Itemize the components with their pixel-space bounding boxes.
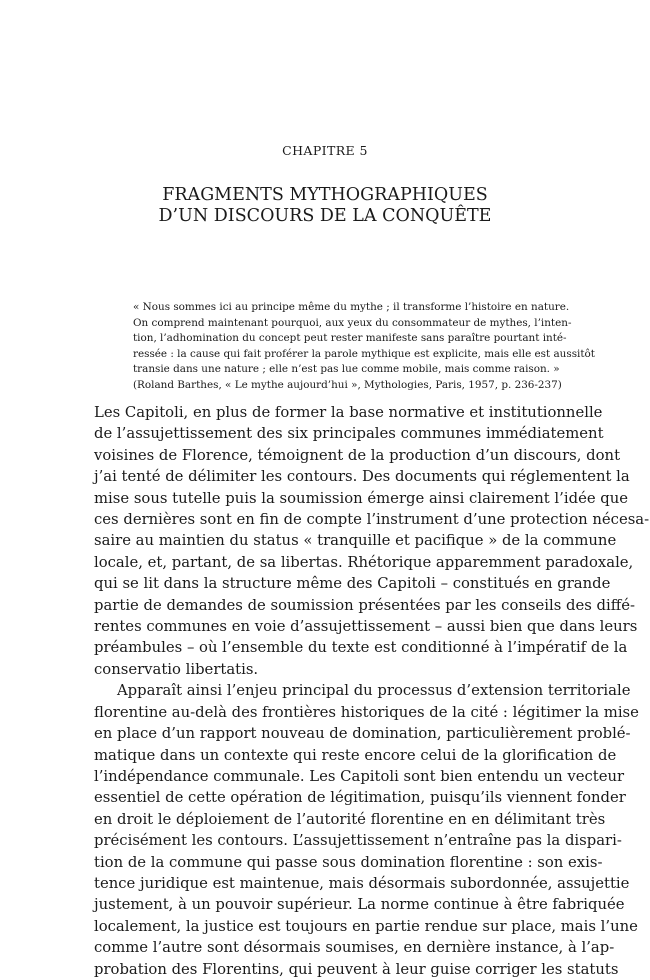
chapter-title-line: D’UN DISCOURS DE LA CONQUÊTE xyxy=(158,206,492,226)
epigraph-line: « Nous sommes ici au principe même du mythe ; il transforme l’histoire en nature. xyxy=(133,301,570,313)
body-line: rentes communes en voie d’assujettissement – aussi bien que dans leurs xyxy=(94,618,638,636)
chapter-title-line: FRAGMENTS MYTHOGRAPHIQUES xyxy=(162,185,488,205)
chapter-title xyxy=(0,185,650,227)
epigraph-line: tion, l’adhomination du concept peut rester manifeste sans paraître pourtant inté- xyxy=(133,332,567,345)
body-line: ces dernières sont en fin de compte l’instrument d’une protection nécesa- xyxy=(94,511,650,529)
chapter-label: CHAPITRE 5 xyxy=(282,143,368,158)
body-line: tence juridique est maintenue, mais désormais subordonnée, assujettie xyxy=(94,874,630,892)
body-line: qui se lit dans la structure même des Capitoli – constitués en grande xyxy=(94,575,611,593)
epigraph xyxy=(133,300,595,394)
body-line: préambules – où l’ensemble du texte est conditionné à l’impératif de la xyxy=(94,639,628,657)
body-line: voisines de Florence, témoignent de la production d’un discours, dont xyxy=(94,446,621,464)
body-line: l’indépendance communale. Les Capitoli sont bien entendu un vecteur xyxy=(94,767,625,785)
body-line: partie de demandes de soumission présentées par les conseils des diffé- xyxy=(94,596,635,614)
body-line: conservatio libertatis. xyxy=(94,660,259,678)
body-line: justement, à un pouvoir supérieur. La norme continue à être fabriquée xyxy=(94,896,625,914)
epigraph-line: ressée : la cause qui fait proférer la parole mythique est explicite, mais elle est aussitôt xyxy=(133,347,595,360)
epigraph-citation: (Roland Barthes, « Le mythe aujourd’hui », Mythologies, Paris, 1957, p. 236-237) xyxy=(133,378,562,391)
epigraph-line: transie dans une nature ; elle n’est pas lue comme mobile, mais comme raison. » xyxy=(133,363,560,376)
body-line: comme l’autre sont désormais soumises, en dernière instance, à l’ap- xyxy=(94,939,615,957)
body-line: locale, et, partant, de sa libertas. Rhétorique apparemment paradoxale, xyxy=(94,553,634,571)
body-line: précisément les contours. L’assujettissement n’entraîne pas la dispari- xyxy=(94,832,622,850)
body-text xyxy=(94,402,650,980)
body-line-indented: Apparaît ainsi l’enjeu principal du processus d’extension territoriale xyxy=(117,682,631,700)
body-line: florentine au-delà des frontières historiques de la cité : légitimer la mise xyxy=(94,703,639,721)
body-line: Les Capitoli, en plus de former la base normative et institutionnelle xyxy=(94,404,603,421)
body-line: mise sous tutelle puis la soumission émerge ainsi clairement l’idée que xyxy=(94,489,629,507)
body-line: localement, la justice est toujours en partie rendue sur place, mais l’une xyxy=(94,917,638,935)
epigraph-line: On comprend maintenant pourquoi, aux yeux du consommateur de mythes, l’inten- xyxy=(133,316,572,329)
body-line: tion de la commune qui passe sous domination florentine : son exis- xyxy=(94,853,603,871)
body-line: de l’assujettissement des six principales communes immédiatement xyxy=(94,425,604,443)
body-line: en droit le déploiement de l’autorité florentine en en délimitant très xyxy=(94,810,606,828)
body-line: en place d’un rapport nouveau de domination, particulièrement problé- xyxy=(94,725,631,743)
body-line: matique dans un contexte qui reste encore celui de la glorification de xyxy=(94,746,617,764)
body-line: probation des Florentins, qui peuvent à leur guise corriger les statuts xyxy=(94,960,619,978)
body-line: j’ai tenté de délimiter les contours. Des documents qui réglementent la xyxy=(94,468,630,486)
body-line: essentiel de cette opération de légitimation, puisqu’ils viennent fonder xyxy=(94,789,626,807)
body-line: saire au maintien du status « tranquille et pacifique » de la commune xyxy=(94,532,617,550)
